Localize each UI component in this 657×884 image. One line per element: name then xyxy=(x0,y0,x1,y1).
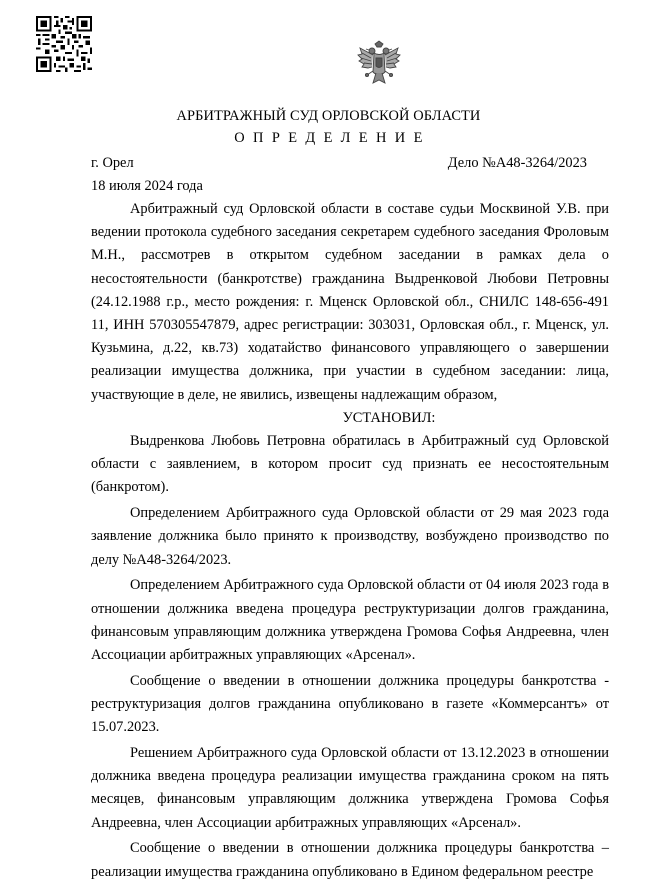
case-number: Дело №А48-3264/2023 xyxy=(447,155,587,171)
document-type: ОПРЕДЕЛЕНИЕ xyxy=(234,130,431,146)
section-heading: УСТАНОВИЛ: xyxy=(342,409,436,426)
qr-code-icon xyxy=(36,16,92,72)
paragraph: Определением Арбитражного суда Орловской области от 29 мая 2023 года заявление должника было принято к производству, возбуждено производство по делу №А48-3264/2023. xyxy=(91,505,609,568)
document-body xyxy=(91,198,609,884)
coat-of-arms-icon xyxy=(356,40,402,90)
paragraph: Решением Арбитражного суда Орловской области от 13.12.2023 в отношении должника введена процедура реализации имущества гражданина сроком на пять месяцев, финансовым управляющим должника утверждена Громова Софья Андреевна, член Ассоциации арбитражных управляющих «Арсенал». xyxy=(91,745,609,831)
paragraph: Определением Арбитражного суда Орловской области от 04 июля 2023 года в отношении должника введена процедура реструктуризации долгов гражданина, финансовым управляющим должника утверждена Громова Софья Андреевна, член Ассоциации арбитражных управляющих «Арсенал». xyxy=(91,577,609,664)
paragraph: Сообщение о введении в отношении должника процедуры банкротства - реструктуризация долгов гражданина опубликовано в газете «Коммерсантъ» от 15.07.2023. xyxy=(91,672,609,736)
city: г. Орел xyxy=(91,155,134,171)
intro-paragraph: Арбитражный суд Орловской области в составе судьи Москвиной У.В. при ведении протокола судебного заседания секретарем судебного заседания Фроловым М.Н., рассмотрев в открытом судебном заседании в рамках дела о несостоятельности (банкротстве) гражданина Выдренковой Любови Петровны (24.12.1988 г.р., место рождения: г. Мценск Орловской обл., СНИЛС 148-656-491 11, ИНН 570305547879, адрес регистрации: 303031, Орловская обл., г. Мценск, ул. Кузьмина, д.22, кв.73) ходатайство финансового управляющего о завершении реализации имущества должника, при участии в судебном заседании: лица, участвующие в деле, не явились, извещены надлежащим образом, xyxy=(91,201,609,403)
document-date: 18 июля 2024 года xyxy=(91,178,203,194)
paragraph: Сообщение о введении в отношении должника процедуры банкротства – реализации имущества гражданина опубликовано в Едином федеральном реестре xyxy=(91,840,609,880)
paragraph: Выдренкова Любовь Петровна обратилась в Арбитражный суд Орловской области с заявлением, в котором просит суд признать ее несостоятельным (банкротом). xyxy=(91,433,609,496)
court-name: АРБИТРАЖНЫЙ СУД ОРЛОВСКОЙ ОБЛАСТИ xyxy=(176,108,481,124)
